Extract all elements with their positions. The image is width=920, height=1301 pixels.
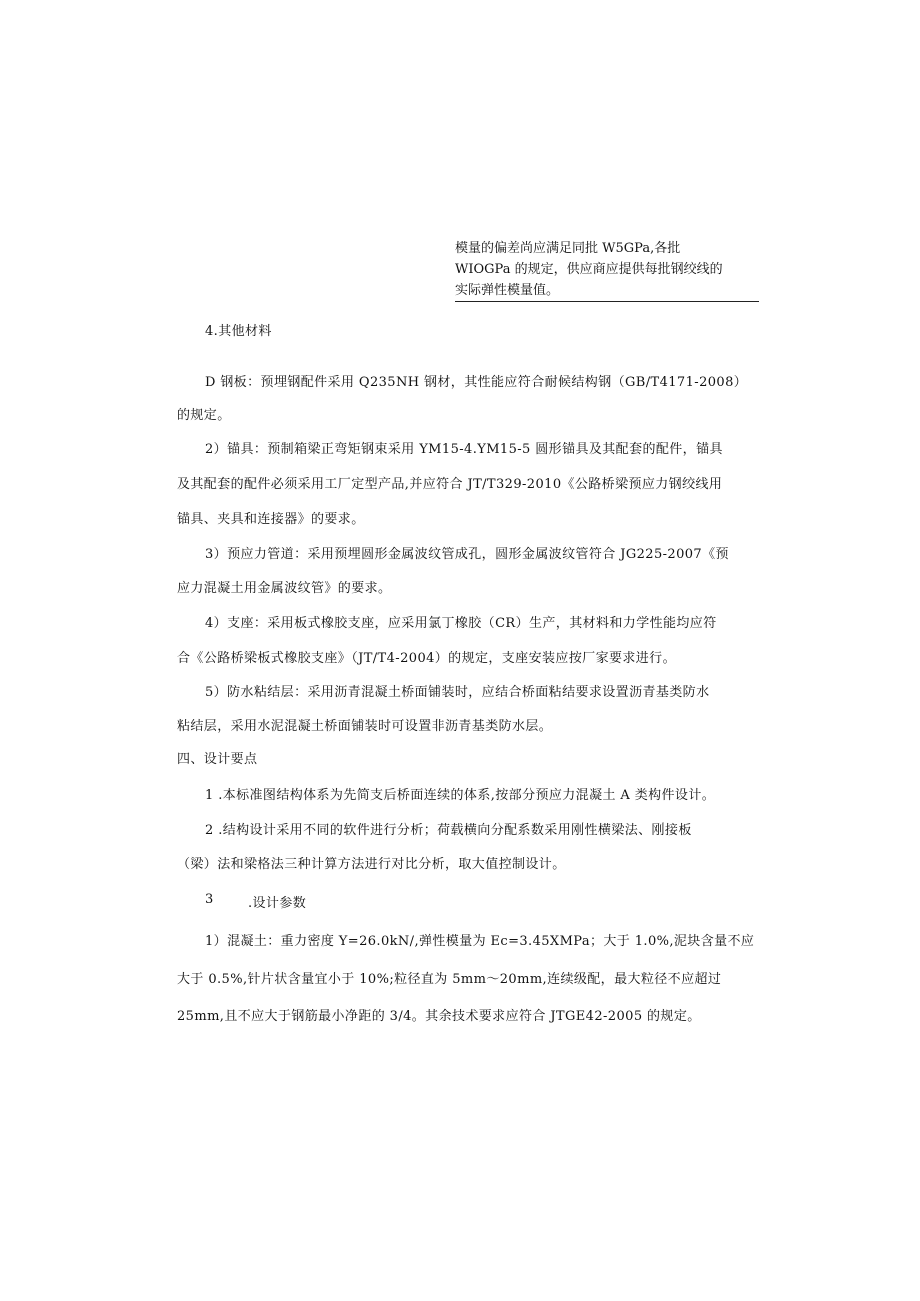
design-point-1: 1 .本标准图结构体系为先简支后桥面连续的体系,按部分预应力混凝土 A 类构件设计。 — [205, 788, 716, 803]
paragraph-concrete-line-3: 25mm,且不应大于钢筋最小净距的 3/4。其余技术要求应符合 JTGE42-2005 的规定。 — [177, 1009, 701, 1024]
table-fragment-cell — [455, 238, 759, 302]
section-heading-other-materials: 4.其他材料 — [205, 324, 272, 339]
paragraph-anchorage-line-1: 2）锚具：预制箱梁正弯矩钢束采用 YM15-4.YM15-5 圆形锚具及其配套的配件，锚具 — [205, 442, 723, 457]
paragraph-waterproof-line-1: 5）防水粘结层：采用沥青混凝土桥面铺装时，应结合桥面粘结要求设置沥青基类防水 — [205, 685, 710, 700]
table-fragment-line: 实际弹性模量值。 — [455, 283, 560, 298]
paragraph-bearing-line-1: 4）支座：采用板式橡胶支座，应采用氯丁橡胶（CR）生产，其材料和力学性能均应符 — [205, 616, 717, 631]
paragraph-concrete-line-1: 1）混凝土：重力密度 Y=26.0kN/,弹性模量为 Ec=3.45XMPa；大于 1.0%,泥块含量不应 — [205, 934, 755, 949]
design-point-3-number: 3 — [205, 892, 214, 907]
paragraph-steel-plate-line-1: D 钢板：预埋钢配件采用 Q235NH 钢材，其性能应符合耐候结构钢（GB/T4171-2008） — [205, 375, 748, 390]
paragraph-bearing-line-2: 合《公路桥梁板式橡胶支座》（JT/T4-2004）的规定，支座安装应按厂家要求进行。 — [177, 651, 676, 666]
paragraph-anchorage-line-3: 锚具、夹具和连接器》的要求。 — [177, 512, 365, 527]
paragraph-duct-line-2: 应力混凝土用金属波纹管》的要求。 — [177, 581, 392, 596]
paragraph-duct-line-1: 3）预应力管道：采用预埋圆形金属波纹管成孔，圆形金属波纹管符合 JG225-2007《预 — [205, 547, 729, 562]
paragraph-anchorage-line-2: 及其配套的配件必须采用工厂定型产品,并应符合 JT/T329-2010《公路桥梁预应力钢绞线用 — [177, 477, 723, 492]
paragraph-concrete-line-2: 大于 0.5%,针片状含量宜小于 10%;粒径直为 5mm～20mm,连续级配，最大粒径不应超过 — [177, 972, 722, 987]
design-point-2-line-1: 2 .结构设计采用不同的软件进行分析；荷载横向分配系数采用刚性横梁法、刚接板 — [205, 823, 692, 838]
paragraph-waterproof-line-2: 粘结层，采用水泥混凝土桥面铺装时可设置非沥青基类防水层。 — [177, 719, 553, 734]
table-fragment-line: 模量的偏差尚应满足同批 W5GPa,各批 — [455, 241, 681, 256]
table-fragment-line: WIOGPa 的规定，供应商应提供每批钢绞线的 — [455, 262, 723, 277]
paragraph-steel-plate-line-2: 的规定。 — [177, 408, 231, 423]
design-point-3-label: .设计参数 — [248, 896, 307, 911]
section-heading-design-points: 四、设计要点 — [177, 752, 258, 767]
design-point-2-line-2: （梁）法和梁格法三种计算方法进行对比分析，取大值控制设计。 — [177, 857, 566, 872]
